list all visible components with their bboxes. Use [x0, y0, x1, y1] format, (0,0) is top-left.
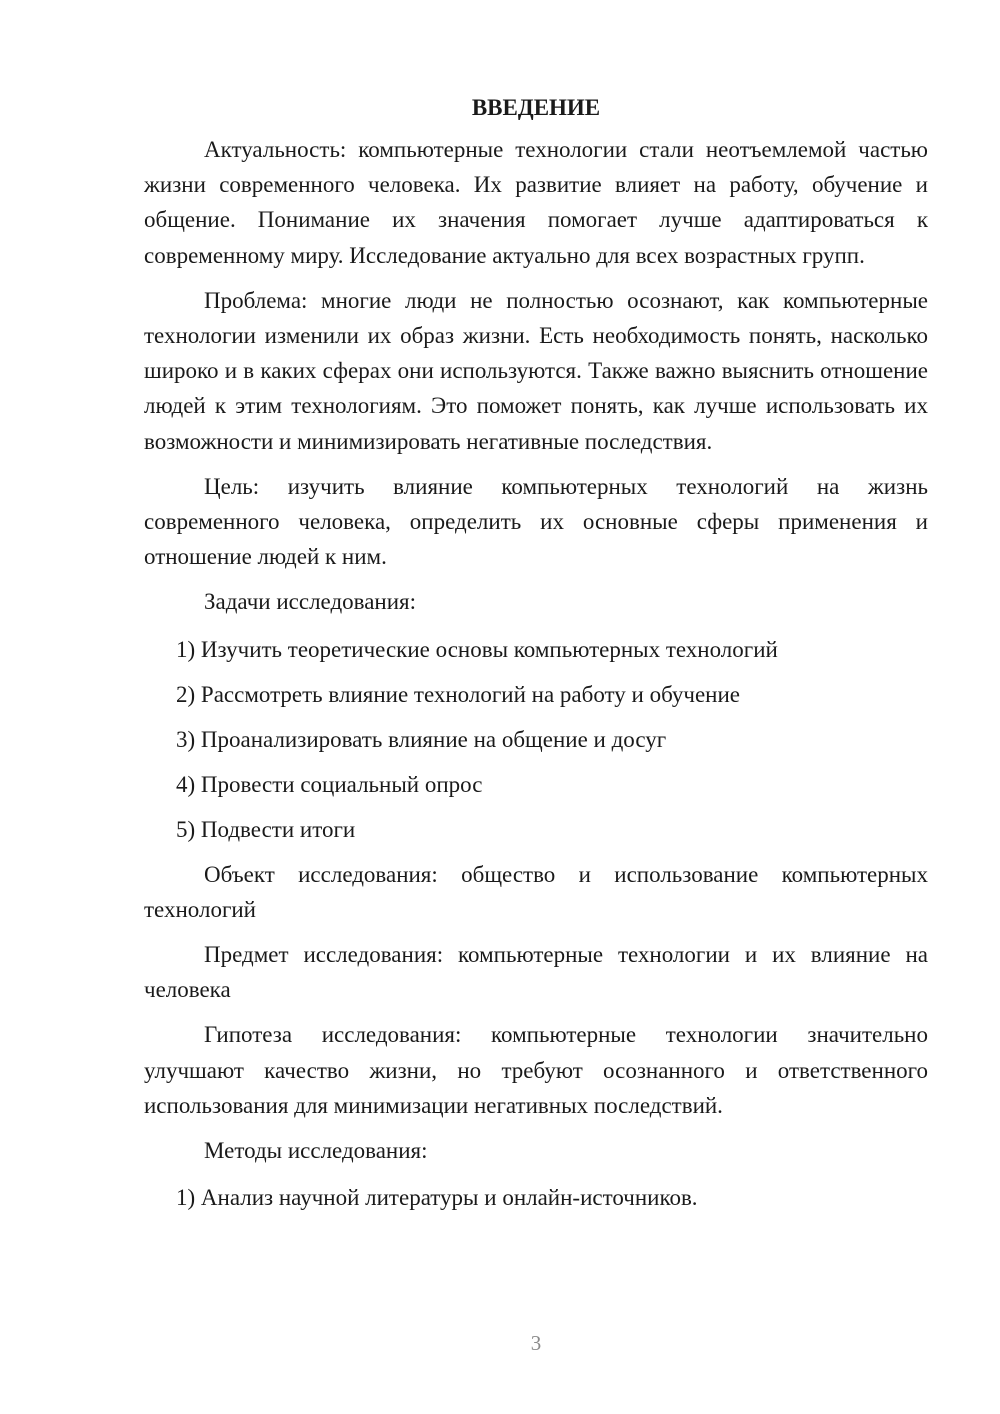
goal-paragraph: Цель: изучить влияние компьютерных технологий на жизнь современного человека, определить их основные сферы применения и отношение людей к ним.	[144, 473, 928, 570]
object-paragraph: Объект исследования: общество и использование компьютерных технологий	[144, 861, 928, 922]
methods-heading: Методы исследования:	[204, 1138, 428, 1164]
problem-paragraph: Проблема: многие люди не полностью осознают, как компьютерные технологии изменили их образ жизни. Есть необходимость понять, насколько широко и в каких сферах они используются. Также важно выяснить отношение людей к этим технологиям. Это поможет понять, как лучше использовать их возможности и минимизировать негативные последствия.	[144, 287, 928, 454]
relevance-paragraph: Актуальность: компьютерные технологии стали неотъемлемой частью жизни современного человека. Их развитие влияет на работу, обучение и общение. Понимание их значения помогает лучше адаптироваться к современному миру. Исследование актуально для всех возрастных групп.	[144, 137, 928, 268]
page-number: 3	[530, 1331, 542, 1355]
hypothesis-paragraph: Гипотеза исследования: компьютерные технологии значительно улучшают качество жизни, но требуют осознанного и ответственного использования для минимизации негативных последствий.	[144, 1022, 928, 1118]
task-item: 5) Подвести итоги	[176, 816, 356, 842]
task-item: 4) Провести социальный опрос	[176, 771, 483, 797]
tasks-heading: Задачи исследования:	[204, 589, 417, 615]
task-item: 3) Проанализировать влияние на общение и досуг	[176, 726, 667, 752]
task-item: 2) Рассмотреть влияние технологий на работу и обучение	[176, 681, 741, 707]
method-item: 1) Анализ научной литературы и онлайн-источников.	[176, 1185, 698, 1211]
page-content	[144, 90, 928, 1225]
subject-paragraph: Предмет исследования: компьютерные технологии и их влияние на человека	[144, 942, 928, 1003]
task-item: 1) Изучить теоретические основы компьютерных технологий	[176, 636, 778, 662]
section-title: ВВЕДЕНИЕ	[471, 95, 601, 120]
